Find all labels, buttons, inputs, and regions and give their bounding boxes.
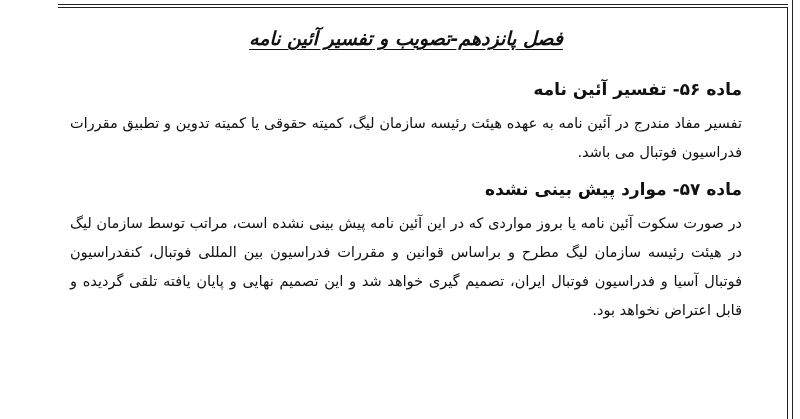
chapter-title: فصل پانزدهم-تصویب و تفسیر آئین نامه — [249, 28, 563, 50]
section-heading-56: ماده ۵۶- تفسیر آئین نامه — [533, 80, 742, 100]
section-heading-57: ماده ۵۷- موارد پیش بینی نشده — [485, 180, 742, 200]
page-border-right — [792, 0, 793, 419]
section-paragraph-56: تفسیر مفاد مندرج در آئین نامه به عهده هیئت رئیسه سازمان لیگ، کمیته حقوقی یا کمیته تدوین و تطبیق مقررات فدراسیون فوتبال می باشد. — [70, 116, 742, 161]
section-paragraph-57: در صورت سکوت آئین نامه یا بروز مواردی که در این آئین نامه پیش بینی نشده است، مراتب توسط سازمان لیگ در هیئت رئیسه سازمان لیگ مطرح و براساس قوانین و مقررات فدراسیون بین المللی فوتبال، کنفدراسیون فوتبال آسیا و فدراسیون فوتبال ایران، تصمیم گیری خواهد شد و این تصمیم نهایی و پایان یافته تلقی گردیده و قابل اعتراض نخواهد بود. — [70, 216, 742, 319]
document-content — [70, 20, 742, 326]
page-border-top — [58, 0, 788, 5]
page-border-right-inner — [787, 7, 788, 419]
page-border-top-inner — [58, 7, 788, 8]
